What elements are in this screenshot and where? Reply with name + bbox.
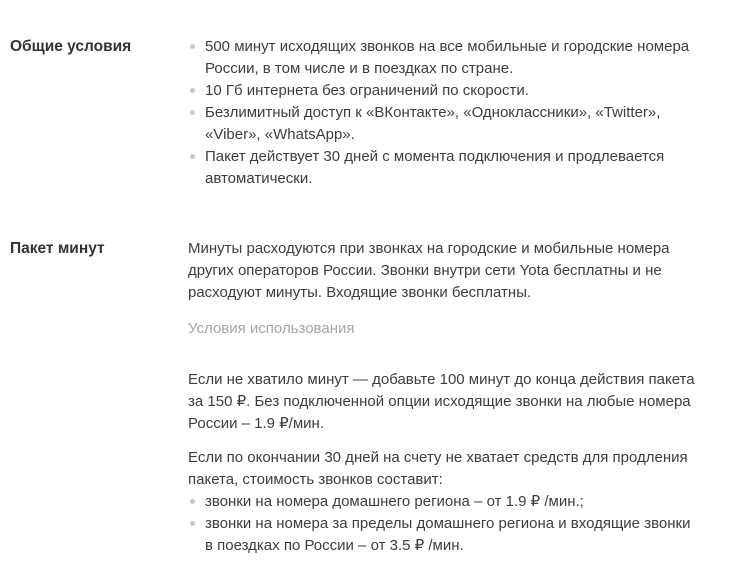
list-item — [188, 102, 710, 146]
list-item-text: звонки на номера домашнего региона – от 1.9 ₽ /мин.; — [205, 493, 584, 510]
list-item-text: 500 минут исходящих звонков на все мобильные и городские номера России, в том числе и в поездках по стране. — [205, 38, 690, 77]
list-item-text: 10 Гб интернета без ограничений по скорости. — [205, 82, 529, 99]
section-minutes-package — [10, 238, 723, 557]
section-content-general-terms — [188, 36, 710, 190]
bullet-dot-icon — [190, 44, 195, 49]
expiry-intro-paragraph: Если по окончании 30 дней на счету не хватает средств для продления пакета, стоимость звонков составит: — [188, 449, 688, 488]
bullet-dot-icon — [190, 154, 195, 159]
list-item — [188, 513, 710, 557]
list-item — [188, 146, 710, 190]
bullet-dot-icon — [190, 110, 195, 115]
list-item — [188, 36, 710, 80]
bullet-dot-icon — [190, 521, 195, 526]
add-minutes-paragraph: Если не хватило минут — добавьте 100 минут до конца действия пакета за 150 ₽. Без подключенной опции исходящие звонки на любые номера России – 1.9 ₽/мин. — [188, 371, 695, 432]
usage-terms-subtitle: Условия использования — [188, 320, 355, 337]
general-terms-bullet-list — [188, 36, 710, 190]
expiry-rates-bullet-list — [188, 491, 710, 557]
list-item-text: Пакет действует 30 дней с момента подключения и продлевается автоматически. — [205, 148, 665, 187]
list-item — [188, 491, 710, 513]
section-label-general-terms: Общие условия — [10, 38, 132, 55]
list-item — [188, 80, 710, 102]
list-item-text: Безлимитный доступ к «ВКонтакте», «Одноклассники», «Twitter», «Viber», «WhatsApp». — [205, 104, 661, 143]
bullet-dot-icon — [190, 499, 195, 504]
section-label-minutes-package: Пакет минут — [10, 240, 105, 257]
section-content-minutes-package — [188, 238, 710, 557]
section-general-terms — [10, 36, 723, 190]
bullet-dot-icon — [190, 88, 195, 93]
minutes-intro-paragraph: Минуты расходуются при звонках на городские и мобильные номера других операторов России. Звонки внутри сети Yota бесплатны и не расходуют минуты. Входящие звонки бесплатны. — [188, 240, 670, 301]
list-item-text: звонки на номера за пределы домашнего региона и входящие звонки в поездках по России – от 3.5 ₽ /мин. — [205, 515, 691, 554]
